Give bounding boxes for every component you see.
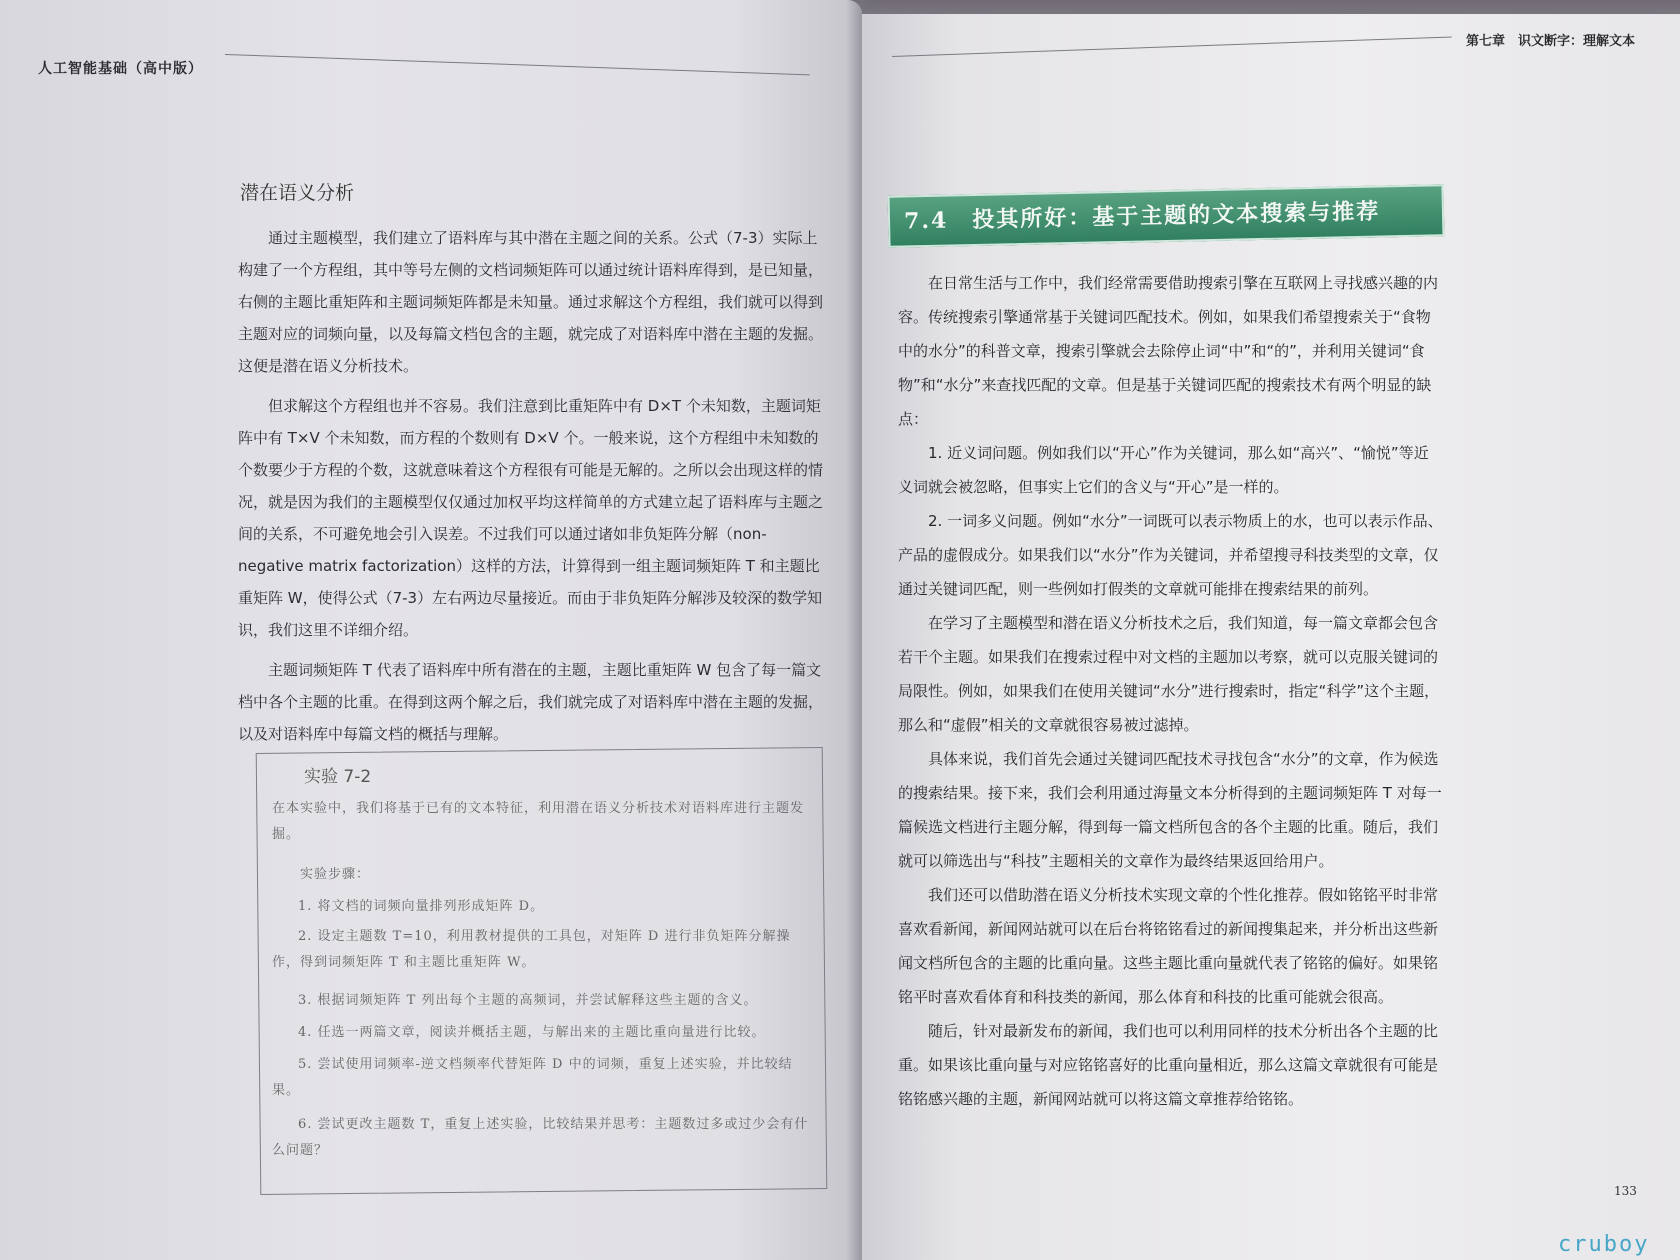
right-page: [862, 14, 1680, 1260]
paragraph: 具体来说，我们首先会通过关键词匹配技术寻找包含“水分”的文章，作为候选的搜索结果。接下来，我们会利用通过海量文本分析得到的主题词频矩阵 T 对每一篇候选文档进行主题分解，得到每一篇文档所包含的各个主题的比重。随后，我们就可以筛选出与“科技”主题相关的文章作为最终结果返回给用户。: [898, 750, 1442, 870]
paragraph: 主题词频矩阵 T 代表了语料库中所有潜在的主题，主题比重矩阵 W 包含了每一篇文档中各个主题的比重。在得到这两个解之后，我们就完成了对语料库中潜在主题的发掘，以及对语料库中每篇文档的概括与理解。: [238, 661, 824, 743]
right-page-header: 第七章 识文断字：理解文本: [1466, 34, 1636, 49]
right-body-text: [898, 266, 1443, 1116]
paragraph: 在日常生活与工作中，我们经常需要借助搜索引擎在互联网上寻找感兴趣的内容。传统搜索引擎通常基于关键词匹配技术。例如，如果我们希望搜索关于“食物中的水分”的科普文章，搜索引擎就会去除停止词“中”和“的”，并利用关键词“食物”和“水分”来查找匹配的文章。但是基于关键词匹配的搜索技术有两个明显的缺点：: [898, 274, 1439, 428]
experiment-title: 实验 7-2: [304, 767, 372, 787]
paragraph: 随后，针对最新发布的新闻，我们也可以利用同样的技术分析出各个主题的比重。如果该比重向量与对应铭铭喜好的比重向量相近，那么这篇文章就很有可能是铭铭感兴趣的主题，新闻网站就可以将这篇文章推荐给铭铭。: [898, 1022, 1439, 1108]
experiment-step: 3. 根据词频矩阵 T 列出每个主题的高频词，并尝试解释这些主题的含义。: [298, 993, 758, 1008]
watermark-text: cruboy: [1558, 1232, 1650, 1257]
left-header-rule: [225, 54, 810, 75]
paragraph: 2. 一词多义问题。例如“水分”一词既可以表示物质上的水，也可以表示作品、产品的虚假成分。如果我们以“水分”作为关键词，并希望搜寻科技类型的文章，仅通过关键词匹配，则一些例如打假类的文章就可能排在搜索结果的前列。: [898, 512, 1443, 598]
experiment-intro: 在本实验中，我们将基于已有的文本特征，利用潜在语义分析技术对语料库进行主题发掘。: [272, 801, 805, 842]
experiment-step: 2. 设定主题数 T=10，利用教材提供的工具包，对矩阵 D 进行非负矩阵分解操作，得到词频矩阵 T 和主题比重矩阵 W。: [272, 929, 791, 970]
section-title: 潜在语义分析: [240, 182, 355, 204]
section-banner: 7.4 投其所好：基于主题的文本搜索与推荐: [888, 184, 1445, 248]
page-number: 133: [1614, 1184, 1637, 1198]
paragraph: 但求解这个方程组也并不容易。我们注意到比重矩阵中有 D×T 个未知数，主题词矩阵中有 T×V 个未知数，而方程的个数则有 D×V 个。一般来说，这个方程组中未知数的个数要少于方程的个数，这就意味着这个方程很有可能是无解的。之所以会出现这样的情况，就是因为我们的主题模型仅仅通过加权平均这样简单的方式建立起了语料库与主题之间的关系，不可避免地会引入误差。不过我们可以通过诸如非负矩阵分解（non-negative matrix factorization）这样的方法，计算得到一组主题词频矩阵 T 和主题比重矩阵 W，使得公式（7-3）左右两边尽量接近。而由于非负矩阵分解涉及较深的数学知识，我们这里不详细介绍。: [238, 397, 824, 639]
experiment-step: 4. 任选一两篇文章，阅读并概括主题，与解出来的主题比重向量进行比较。: [298, 1025, 766, 1040]
experiment-step: 5. 尝试使用词频率-逆文档频率代替矩阵 D 中的词频，重复上述实验，并比较结果。: [272, 1057, 793, 1098]
experiment-step: 1. 将文档的词频向量排列形成矩阵 D。: [298, 899, 545, 914]
paragraph: 我们还可以借助潜在语义分析技术实现文章的个性化推荐。假如铭铭平时非常喜欢看新闻，新闻网站就可以在后台将铭铭看过的新闻搜集起来，并分析出这些新闻文档所包含的主题的比重向量。这些主题比重向量就代表了铭铭的偏好。如果铭铭平时喜欢看体育和科技类的新闻，那么体育和科技的比重可能就会很高。: [898, 886, 1439, 1006]
left-body-text: [238, 222, 823, 750]
experiment-step: 6. 尝试更改主题数 T，重复上述实验，比较结果并思考：主题数过多或过少会有什么问题？: [272, 1117, 809, 1158]
paragraph: 在学习了主题模型和潜在语义分析技术之后，我们知道，每一篇文章都会包含若干个主题。如果我们在搜索过程中对文档的主题加以考察，就可以克服关键词的局限性。例如，如果我们在使用关键词“水分”进行搜索时，指定“科学”这个主题，那么和“虚假”相关的文章就很容易被过滤掉。: [898, 614, 1440, 734]
experiment-steps-label: 实验步骤：: [300, 867, 371, 882]
right-header-rule: [892, 36, 1452, 57]
left-page-header: 人工智能基础（高中版）: [38, 61, 203, 77]
paragraph: 1. 近义词问题。例如我们以“开心”作为关键词，那么如“高兴”、“愉悦”等近义词就会被忽略，但事实上它们的含义与“开心”是一样的。: [898, 444, 1429, 496]
paragraph: 通过主题模型，我们建立了语料库与其中潜在主题之间的关系。公式（7-3）实际上构建了一个方程组，其中等号左侧的文档词频矩阵可以通过统计语料库得到，是已知量，右侧的主题比重矩阵和主题词频矩阵都是未知量。通过求解这个方程组，我们就可以得到主题对应的词频向量，以及每篇文档包含的主题，就完成了对语料库中潜在主题的发掘。这便是潜在语义分析技术。: [238, 229, 824, 375]
